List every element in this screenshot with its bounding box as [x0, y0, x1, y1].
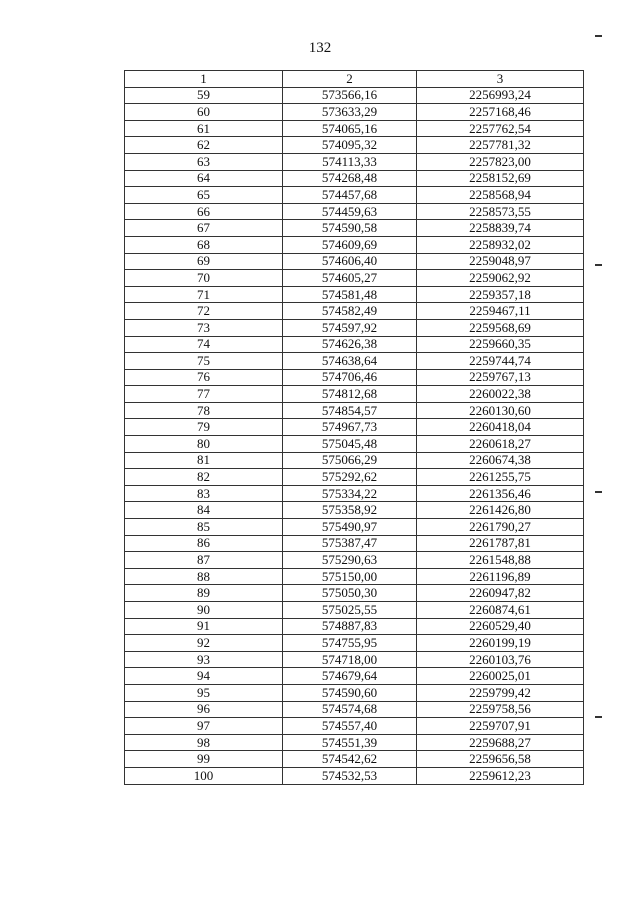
table-row	[125, 402, 584, 419]
table-cell: 75	[125, 353, 283, 370]
table-cell: 2260025,01	[417, 668, 584, 685]
table-cell: 77	[125, 386, 283, 403]
table-cell: 2259062,92	[417, 270, 584, 287]
table-cell: 574609,69	[283, 236, 417, 253]
table-cell: 94	[125, 668, 283, 685]
table-cell: 574113,33	[283, 153, 417, 170]
table-row	[125, 236, 584, 253]
table-cell: 2258568,94	[417, 187, 584, 204]
table-cell: 78	[125, 402, 283, 419]
table-cell: 2259707,91	[417, 718, 584, 735]
table-cell: 2260674,38	[417, 452, 584, 469]
table-body	[125, 87, 584, 784]
table-row	[125, 170, 584, 187]
table-row	[125, 220, 584, 237]
table-cell: 575050,30	[283, 585, 417, 602]
table-cell: 96	[125, 701, 283, 718]
table-cell: 574551,39	[283, 734, 417, 751]
table-cell: 2257781,32	[417, 137, 584, 154]
table-row	[125, 303, 584, 320]
table-cell: 575358,92	[283, 502, 417, 519]
table-cell: 91	[125, 618, 283, 635]
table-row	[125, 568, 584, 585]
table-row	[125, 120, 584, 137]
table-cell: 2261790,27	[417, 519, 584, 536]
table-cell: 574626,38	[283, 336, 417, 353]
table-cell: 2261356,46	[417, 485, 584, 502]
table-header-row	[125, 71, 584, 88]
table-cell: 2260130,60	[417, 402, 584, 419]
table-cell: 2260529,40	[417, 618, 584, 635]
table-cell: 574574,68	[283, 701, 417, 718]
table-cell: 574532,53	[283, 767, 417, 784]
table-cell: 574457,68	[283, 187, 417, 204]
table-cell: 575025,55	[283, 602, 417, 619]
table-cell: 59	[125, 87, 283, 104]
table-cell: 2258932,02	[417, 236, 584, 253]
table-cell: 574542,62	[283, 751, 417, 768]
table-cell: 575066,29	[283, 452, 417, 469]
table-cell: 99	[125, 751, 283, 768]
table-row	[125, 751, 584, 768]
table-row	[125, 767, 584, 784]
table-cell: 76	[125, 369, 283, 386]
table-cell: 575045,48	[283, 436, 417, 453]
table-row	[125, 552, 584, 569]
table-cell: 79	[125, 419, 283, 436]
table-cell: 574590,60	[283, 684, 417, 701]
table-cell: 574582,49	[283, 303, 417, 320]
table-cell: 71	[125, 286, 283, 303]
table-cell: 575150,00	[283, 568, 417, 585]
table-cell: 81	[125, 452, 283, 469]
table-cell: 2260947,82	[417, 585, 584, 602]
table-cell: 69	[125, 253, 283, 270]
table-cell: 574706,46	[283, 369, 417, 386]
table-cell: 2259799,42	[417, 684, 584, 701]
table-cell: 573566,16	[283, 87, 417, 104]
table-cell: 574967,73	[283, 419, 417, 436]
table-cell: 2257823,00	[417, 153, 584, 170]
table-cell: 93	[125, 651, 283, 668]
table-cell: 85	[125, 519, 283, 536]
table-row	[125, 701, 584, 718]
table-cell: 89	[125, 585, 283, 602]
table-cell: 74	[125, 336, 283, 353]
column-header-1: 1	[125, 71, 283, 88]
table-cell: 97	[125, 718, 283, 735]
table-row	[125, 718, 584, 735]
table-row	[125, 485, 584, 502]
table-cell: 2259758,56	[417, 701, 584, 718]
table-cell: 2261255,75	[417, 469, 584, 486]
table-cell: 2259656,58	[417, 751, 584, 768]
table-cell: 574065,16	[283, 120, 417, 137]
table-cell: 2259048,97	[417, 253, 584, 270]
table-cell: 2260199,19	[417, 635, 584, 652]
table-cell: 575334,22	[283, 485, 417, 502]
table-cell: 2260103,76	[417, 651, 584, 668]
table-cell: 65	[125, 187, 283, 204]
table-row	[125, 436, 584, 453]
margin-mark	[595, 35, 602, 37]
table-cell: 2257168,46	[417, 104, 584, 121]
table-row	[125, 734, 584, 751]
table-cell: 2257762,54	[417, 120, 584, 137]
table-row	[125, 270, 584, 287]
table-cell: 64	[125, 170, 283, 187]
table-cell: 574638,64	[283, 353, 417, 370]
table-row	[125, 668, 584, 685]
table-cell: 90	[125, 602, 283, 619]
table-cell: 2260618,27	[417, 436, 584, 453]
table-row	[125, 253, 584, 270]
table-row	[125, 585, 584, 602]
table-row	[125, 684, 584, 701]
table-cell: 2259744,74	[417, 353, 584, 370]
table-cell: 2259357,18	[417, 286, 584, 303]
table-cell: 2258839,74	[417, 220, 584, 237]
table-row	[125, 137, 584, 154]
table-cell: 98	[125, 734, 283, 751]
table-row	[125, 419, 584, 436]
table-cell: 2261548,88	[417, 552, 584, 569]
table-cell: 2259467,11	[417, 303, 584, 320]
table-row	[125, 353, 584, 370]
table-cell: 80	[125, 436, 283, 453]
table-cell: 66	[125, 203, 283, 220]
table-cell: 2261787,81	[417, 535, 584, 552]
table-cell: 574755,95	[283, 635, 417, 652]
table-cell: 100	[125, 767, 283, 784]
table-cell: 574597,92	[283, 319, 417, 336]
table-cell: 72	[125, 303, 283, 320]
table-cell: 61	[125, 120, 283, 137]
table-cell: 92	[125, 635, 283, 652]
table-row	[125, 336, 584, 353]
table-cell: 575387,47	[283, 535, 417, 552]
table-cell: 2259688,27	[417, 734, 584, 751]
table-cell: 2259767,13	[417, 369, 584, 386]
table-cell: 82	[125, 469, 283, 486]
table-row	[125, 635, 584, 652]
table-cell: 2258573,55	[417, 203, 584, 220]
table-cell: 73	[125, 319, 283, 336]
table-row	[125, 651, 584, 668]
table-cell: 87	[125, 552, 283, 569]
table-cell: 574268,48	[283, 170, 417, 187]
table-row	[125, 535, 584, 552]
margin-mark	[595, 264, 602, 266]
table-cell: 70	[125, 270, 283, 287]
table-cell: 574605,27	[283, 270, 417, 287]
table-row	[125, 386, 584, 403]
table-cell: 574606,40	[283, 253, 417, 270]
table-row	[125, 87, 584, 104]
table-cell: 62	[125, 137, 283, 154]
table-row	[125, 618, 584, 635]
table-cell: 2259612,23	[417, 767, 584, 784]
table-cell: 574718,00	[283, 651, 417, 668]
table-cell: 2261196,89	[417, 568, 584, 585]
table-cell: 2259660,35	[417, 336, 584, 353]
table-cell: 2256993,24	[417, 87, 584, 104]
table-row	[125, 319, 584, 336]
table-cell: 88	[125, 568, 283, 585]
table-cell: 574459,63	[283, 203, 417, 220]
table-cell: 574887,83	[283, 618, 417, 635]
table-cell: 95	[125, 684, 283, 701]
table-cell: 2261426,80	[417, 502, 584, 519]
table-cell: 84	[125, 502, 283, 519]
table-row	[125, 502, 584, 519]
table-cell: 2260874,61	[417, 602, 584, 619]
table-cell: 2259568,69	[417, 319, 584, 336]
table-cell: 574854,57	[283, 402, 417, 419]
table-row	[125, 602, 584, 619]
table-row	[125, 369, 584, 386]
table-cell: 574679,64	[283, 668, 417, 685]
page-number: 132	[308, 40, 332, 56]
table-cell: 574581,48	[283, 286, 417, 303]
margin-mark	[595, 716, 602, 718]
table-row	[125, 104, 584, 121]
column-header-3: 3	[417, 71, 584, 88]
table-row	[125, 519, 584, 536]
table-cell: 574812,68	[283, 386, 417, 403]
table-cell: 2258152,69	[417, 170, 584, 187]
margin-mark	[595, 491, 602, 493]
table-row	[125, 452, 584, 469]
table-row	[125, 469, 584, 486]
table-cell: 574557,40	[283, 718, 417, 735]
coordinates-table	[124, 70, 584, 785]
table-cell: 60	[125, 104, 283, 121]
table-cell: 575490,97	[283, 519, 417, 536]
table-cell: 575290,63	[283, 552, 417, 569]
table-row	[125, 187, 584, 204]
table-cell: 67	[125, 220, 283, 237]
table-cell: 83	[125, 485, 283, 502]
table-cell: 575292,62	[283, 469, 417, 486]
table-cell: 86	[125, 535, 283, 552]
table-cell: 574095,32	[283, 137, 417, 154]
column-header-2: 2	[283, 71, 417, 88]
table-row	[125, 203, 584, 220]
table-cell: 68	[125, 236, 283, 253]
table-cell: 574590,58	[283, 220, 417, 237]
table-row	[125, 153, 584, 170]
table-cell: 573633,29	[283, 104, 417, 121]
table-cell: 63	[125, 153, 283, 170]
table-cell: 2260022,38	[417, 386, 584, 403]
table-cell: 2260418,04	[417, 419, 584, 436]
table-row	[125, 286, 584, 303]
